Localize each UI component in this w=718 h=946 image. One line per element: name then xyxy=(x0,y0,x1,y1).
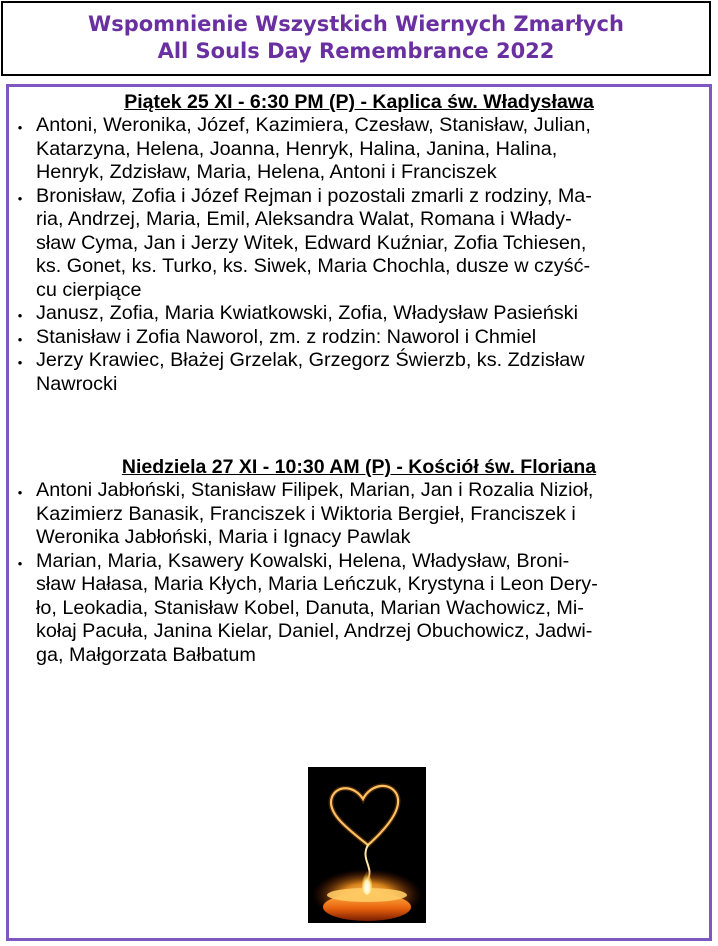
list-item xyxy=(9,185,709,303)
bullet-icon: • xyxy=(17,331,23,347)
list-item xyxy=(9,479,709,550)
title-line-2: All Souls Day Remembrance 2022 xyxy=(157,39,555,63)
list-item xyxy=(9,550,709,668)
bullet-icon: • xyxy=(17,190,23,206)
list-line: ria, Andrzej, Maria, Emil, Aleksandra Walat, Romana i Włady- xyxy=(36,208,572,230)
list-line: sław Hałasa, Maria Kłych, Maria Leńczuk, Krystyna i Leon Dery- xyxy=(36,573,598,595)
list-line: Jerzy Krawiec, Błażej Grzelak, Grzegorz Świerzb, ks. Zdzisław xyxy=(36,349,585,371)
section-heading-sunday: Niedziela 27 XI - 10:30 AM (P) - Kościół św. Floriana xyxy=(121,456,597,478)
list-item xyxy=(9,349,709,396)
list-line: Stanisław i Zofia Naworol, zm. z rodzin: Naworol i Chmiel xyxy=(36,325,537,348)
list-line: Kazimierz Banasik, Franciszek i Wiktoria Bergieł, Franciszek i xyxy=(36,502,576,525)
bullet-icon: • xyxy=(17,555,23,571)
list-line: Katarzyna, Helena, Joanna, Henryk, Halina, Janina, Halina, xyxy=(36,137,558,160)
list-line: Antoni Jabłoński, Stanisław Filipek, Marian, Jan i Rozalia Nizioł, xyxy=(36,479,594,501)
list-line: ga, Małgorzata Bałbatum xyxy=(36,643,256,666)
content-box xyxy=(6,84,712,941)
name-list-friday xyxy=(9,114,709,396)
list-line: Marian, Maria, Ksawery Kowalski, Helena, Władysław, Broni- xyxy=(36,549,570,572)
name-list-sunday xyxy=(9,479,709,667)
list-line: Weronika Jabłoński, Maria i Ignacy Pawlak xyxy=(36,526,411,548)
list-line: Janusz, Zofia, Maria Kwiatkowski, Zofia, Władysław Pasieński xyxy=(36,302,578,324)
bullet-icon: • xyxy=(17,355,23,370)
list-line: ło, Leokadia, Stanisław Kobel, Danuta, Marian Wachowicz, Mi- xyxy=(36,596,584,619)
list-line: kołaj Pacuła, Janina Kielar, Daniel, Andrzej Obuchowicz, Jadwi- xyxy=(36,620,593,642)
heart-candle-icon xyxy=(308,767,426,923)
list-line: cu cierpiące xyxy=(36,278,142,301)
list-line: Nawrocki xyxy=(36,372,118,395)
bullet-icon: • xyxy=(17,308,23,323)
list-item xyxy=(9,114,709,185)
list-line: ks. Gonet, ks. Turko, ks. Siwek, Maria Chochla, dusze w czyść- xyxy=(36,255,591,277)
header-box xyxy=(1,1,711,76)
heart-candle-graphic xyxy=(308,767,426,923)
bullet-icon: • xyxy=(17,485,23,500)
list-item xyxy=(9,326,709,350)
section-heading-friday: Piątek 25 XI - 6:30 PM (P) - Kaplica św. Władysława xyxy=(124,91,594,113)
list-line: sław Cyma, Jan i Jerzy Witek, Edward Kuźniar, Zofia Tchiesen, xyxy=(36,231,587,254)
list-line: Antoni, Weronika, Józef, Kazimiera, Czesław, Stanisław, Julian, xyxy=(36,114,591,136)
list-item xyxy=(9,302,709,326)
bullet-icon: • xyxy=(17,120,23,135)
list-line: Bronisław, Zofia i Józef Rejman i pozostali zmarli z rodziny, Ma- xyxy=(36,184,592,207)
list-line: Henryk, Zdzisław, Maria, Helena, Antoni i Franciszek xyxy=(36,161,497,183)
title-line-1: Wspomnienie Wszystkich Wiernych Zmarłych xyxy=(88,12,624,36)
